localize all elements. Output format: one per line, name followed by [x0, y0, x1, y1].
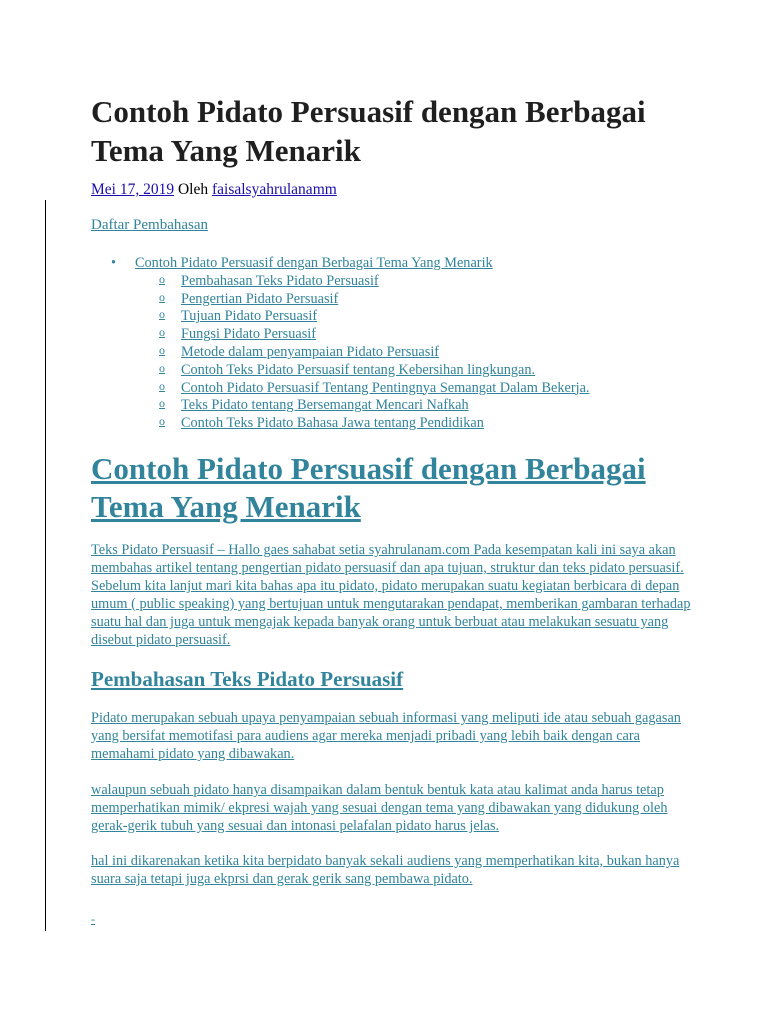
toc-subitem-label[interactable]: Tujuan Pidato Persuasif	[181, 308, 318, 325]
circle-bullet-icon: o	[159, 378, 165, 393]
toc-subitem-label[interactable]: Contoh Pidato Persuasif Tentang Pentingnya Semangat Dalam Bekerja.	[181, 379, 590, 396]
body-paragraph-2[interactable]: walaupun sebuah pidato hanya disampaikan dalam bentuk bentuk kata atau kalimat anda harus tetap memperhatikan mimik/ ekpresi wajah yang sesuai dengan tema yang dibawakan yang didukung oleh gerak-gerik tubuh yang sesuai dan intonasi pelafalan pidato harus jelas.	[91, 782, 668, 834]
toc-subitem[interactable]	[91, 326, 590, 344]
toc-subitem[interactable]	[91, 291, 590, 309]
toc-subitem-label[interactable]: Pengertian Pidato Persuasif	[181, 290, 339, 307]
toc-subitem-label[interactable]: Contoh Teks Pidato Persuasif tentang Kebersihan lingkungan.	[181, 361, 536, 378]
toc-subitem-label[interactable]: Contoh Teks Pidato Bahasa Jawa tentang Pendidikan	[181, 415, 484, 432]
toc-subitem[interactable]	[91, 362, 590, 380]
toc-subitem[interactable]	[91, 273, 590, 291]
bullet-icon: •	[111, 255, 117, 271]
toc-title[interactable]: Daftar Pembahasan	[91, 217, 209, 233]
toc-subitem-label[interactable]: Metode dalam penyampaian Pidato Persuasif	[181, 343, 440, 360]
page-title: Contoh Pidato Persuasif dengan Berbagai Tema Yang Menarik	[91, 94, 646, 168]
toc-subitem[interactable]	[91, 344, 590, 362]
toc-item-label[interactable]: Contoh Pidato Persuasif dengan Berbagai Tema Yang Menarik	[135, 255, 493, 271]
by-label: Oleh	[177, 181, 209, 198]
post-meta	[91, 181, 337, 199]
toc-subitem[interactable]	[91, 308, 590, 326]
left-margin-line	[45, 200, 46, 931]
subsection-heading[interactable]: Pembahasan Teks Pidato Persuasif	[91, 667, 404, 691]
toc-subitem-label[interactable]: Pembahasan Teks Pidato Persuasif	[181, 272, 379, 289]
circle-bullet-icon: o	[159, 307, 165, 322]
circle-bullet-icon: o	[159, 325, 165, 340]
intro-paragraph[interactable]: Teks Pidato Persuasif – Hallo gaes sahabat setia syahrulanam.com Pada kesempatan kali ini saya akan membahas artikel tentang pengertian pidato persuasif dan apa tujuan, struktur dan teks pidato persuasif. Sebelum kita lanjut mari kita bahas apa itu pidato, pidato merupakan suatu kegiatan berbicara di depan umum ( public speaking) yang bertujuan untuk mengutarakan pendapat, memberikan gambaran terhadap suatu hal dan juga untuk mengajak kepada banyak orang untuk berbuat atau melakukan sesuatu yang disebut pidato persuasif.	[91, 542, 691, 648]
author-link[interactable]: faisalsyahrulanamm	[211, 181, 337, 198]
table-of-contents	[91, 255, 590, 433]
toc-subitem[interactable]	[91, 415, 590, 433]
body-paragraph-3[interactable]: hal ini dikarenakan ketika kita berpidato banyak sekali audiens yang memperhatikan kita, bukan hanya suara saja tetapi juga ekprsi dan gerak gerik sang pembawa pidato.	[91, 853, 680, 887]
toc-subitem-label[interactable]: Fungsi Pidato Persuasif	[181, 326, 317, 343]
circle-bullet-icon: o	[159, 360, 165, 375]
section-heading[interactable]: Contoh Pidato Persuasif dengan Berbagai Tema Yang Menarik	[91, 451, 646, 524]
circle-bullet-icon: o	[159, 289, 165, 304]
post-date-link[interactable]: Mei 17, 2019	[91, 181, 175, 198]
toc-subitem-label[interactable]: Teks Pidato tentang Bersemangat Mencari Nafkah	[181, 397, 469, 414]
toc-subitem[interactable]	[91, 380, 590, 398]
trailing-link-mark[interactable]: -	[91, 912, 95, 926]
toc-subitem[interactable]	[91, 397, 590, 415]
circle-bullet-icon: o	[159, 271, 165, 286]
circle-bullet-icon: o	[159, 396, 165, 411]
body-paragraph-1[interactable]: Pidato merupakan sebuah upaya penyampaian sebuah informasi yang meliputi ide atau sebuah gagasan yang bersifat memotifasi para audiens agar mereka menjadi pribadi yang lebih baik dengan cara memahami pidato yang dibawakan.	[91, 710, 681, 762]
circle-bullet-icon: o	[159, 414, 165, 429]
circle-bullet-icon: o	[159, 342, 165, 357]
toc-item-main[interactable]	[91, 255, 590, 273]
